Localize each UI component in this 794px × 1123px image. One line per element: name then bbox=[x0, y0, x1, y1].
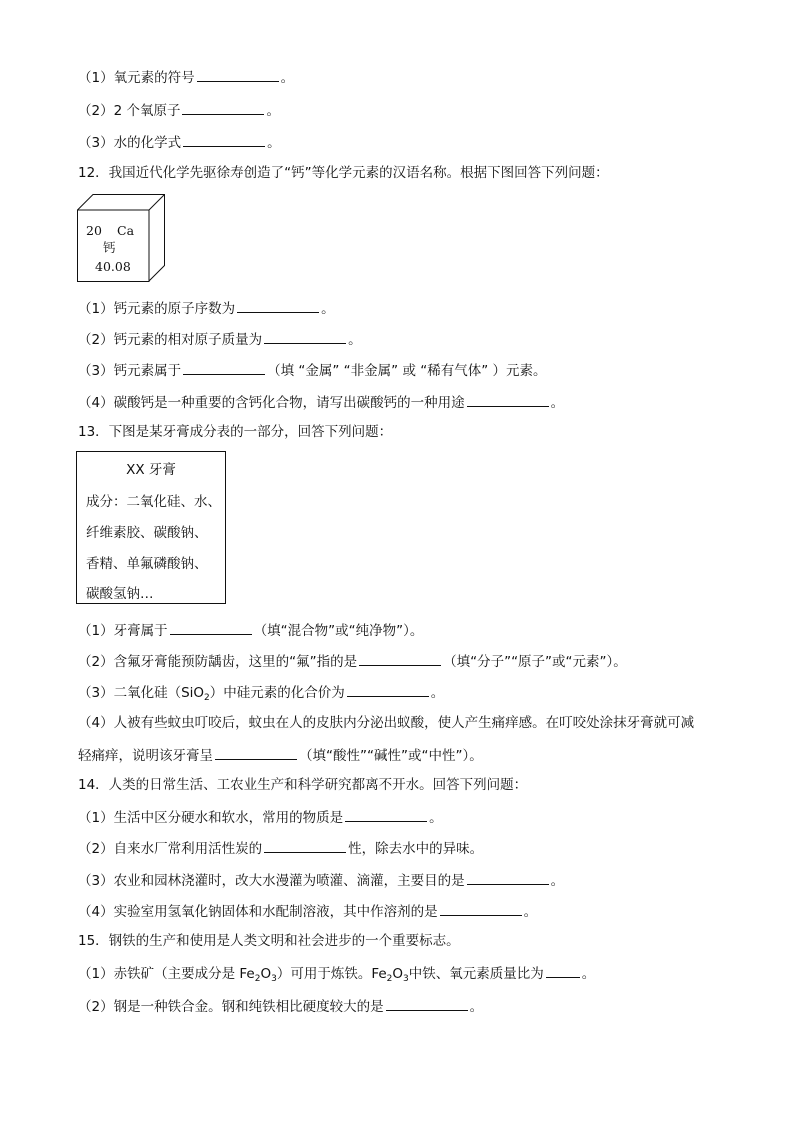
answer-blank[interactable] bbox=[264, 329, 346, 344]
answer-blank[interactable] bbox=[467, 870, 549, 885]
element-symbol: Ca bbox=[117, 223, 135, 238]
answer-blank[interactable] bbox=[183, 360, 265, 375]
q11-part1: （1）氧元素的符号 。 bbox=[78, 67, 294, 87]
q11-part2: （2）2 个氧原子 。 bbox=[78, 100, 280, 120]
q12-part4: （4）碳酸钙是一种重要的含钙化合物，请写出碳酸钙的一种用途 。 bbox=[78, 392, 564, 412]
element-name: 钙 bbox=[103, 240, 116, 255]
answer-blank[interactable] bbox=[237, 298, 319, 313]
answer-blank[interactable] bbox=[197, 67, 279, 82]
answer-blank[interactable] bbox=[386, 996, 468, 1011]
q13-part4-line2: 轻痛痒，说明该牙膏呈 （填“酸性”“碱性”或“中性”）。 bbox=[78, 745, 483, 765]
q12-part1: （1）钙元素的原子序数为 。 bbox=[78, 298, 335, 318]
atomic-mass: 40.08 bbox=[95, 259, 131, 274]
answer-blank[interactable] bbox=[182, 100, 264, 115]
q13-part4-line1: （4）人被有些蚊虫叮咬后，蚊虫在人的皮肤内分泌出蚁酸，使人产生痛痒感。在叮咬处涂抹牙膏就可减 bbox=[78, 715, 695, 731]
atomic-number: 20 bbox=[86, 223, 102, 238]
q15-part1: （1）赤铁矿（主要成分是 $Fe_2O_3$）可用于炼铁。$Fe_2O_3$中铁、氧元素质量比为 。 bbox=[78, 963, 595, 983]
q15-part2: （2）钢是一种铁合金。钢和纯铁相比硬度较大的是 。 bbox=[78, 996, 483, 1016]
answer-blank[interactable] bbox=[440, 901, 522, 916]
question-14-stem: 14．人类的日常生活、工农业生产和科学研究都离不开水。回答下列问题： bbox=[78, 777, 528, 793]
answer-blank[interactable] bbox=[359, 651, 441, 666]
answer-blank[interactable] bbox=[467, 392, 549, 407]
answer-blank[interactable] bbox=[546, 963, 580, 978]
box-title: XX 牙膏 bbox=[126, 462, 176, 478]
answer-blank[interactable] bbox=[170, 620, 252, 635]
q12-part3: （3）钙元素属于 （填 “金属” “非金属” 或 “稀有气体” ）元素。 bbox=[78, 360, 547, 380]
q14-part2: （2）自来水厂常利用活性炭的 性，除去水中的异味。 bbox=[78, 838, 483, 858]
q13-part2: （2）含氟牙膏能预防龋齿，这里的“氟”指的是 （填“分子”“原子”或“元素”）。 bbox=[78, 651, 627, 671]
answer-blank[interactable] bbox=[183, 132, 265, 147]
toothpaste-ingredients-box bbox=[76, 451, 226, 604]
box-line-2: 纤维素胶、碳酸钠、 bbox=[86, 525, 208, 541]
question-12-stem: 12．我国近代化学先驱徐寿创造了“钙”等化学元素的汉语名称。根据下图回答下列问题： bbox=[78, 165, 609, 181]
question-15-stem: 15．钢铁的生产和使用是人类文明和社会进步的一个重要标志。 bbox=[78, 933, 460, 949]
answer-blank[interactable] bbox=[264, 838, 346, 853]
box-line-1: 成分：二氧化硅、水、 bbox=[86, 494, 221, 510]
q14-part4: （4）实验室用氢氧化钠固体和水配制溶液，其中作溶剂的是 。 bbox=[78, 901, 537, 921]
q12-part2: （2）钙元素的相对原子质量为 。 bbox=[78, 329, 362, 349]
q13-part3: （3）二氧化硅（SiO$_2$）中硅元素的化合价为 。 bbox=[78, 682, 444, 702]
q13-part1: （1）牙膏属于 （填“混合物”或“纯净物”）。 bbox=[78, 620, 423, 640]
answer-blank[interactable] bbox=[215, 745, 297, 760]
answer-blank[interactable] bbox=[345, 807, 427, 822]
box-line-4: 碳酸氢钠… bbox=[86, 586, 154, 602]
question-13-stem: 13．下图是某牙膏成分表的一部分，回答下列问题： bbox=[78, 424, 393, 440]
box-line-3: 香精、单氟磷酸钠、 bbox=[86, 556, 208, 572]
q11-part3: （3）水的化学式 。 bbox=[78, 132, 281, 152]
q14-part3: （3）农业和园林浇灌时，改大水漫灌为喷灌、滴灌，主要目的是 。 bbox=[78, 870, 564, 890]
q14-part1: （1）生活中区分硬水和软水，常用的物质是 。 bbox=[78, 807, 443, 827]
element-cell-calcium bbox=[77, 194, 165, 282]
answer-blank[interactable] bbox=[347, 682, 429, 697]
